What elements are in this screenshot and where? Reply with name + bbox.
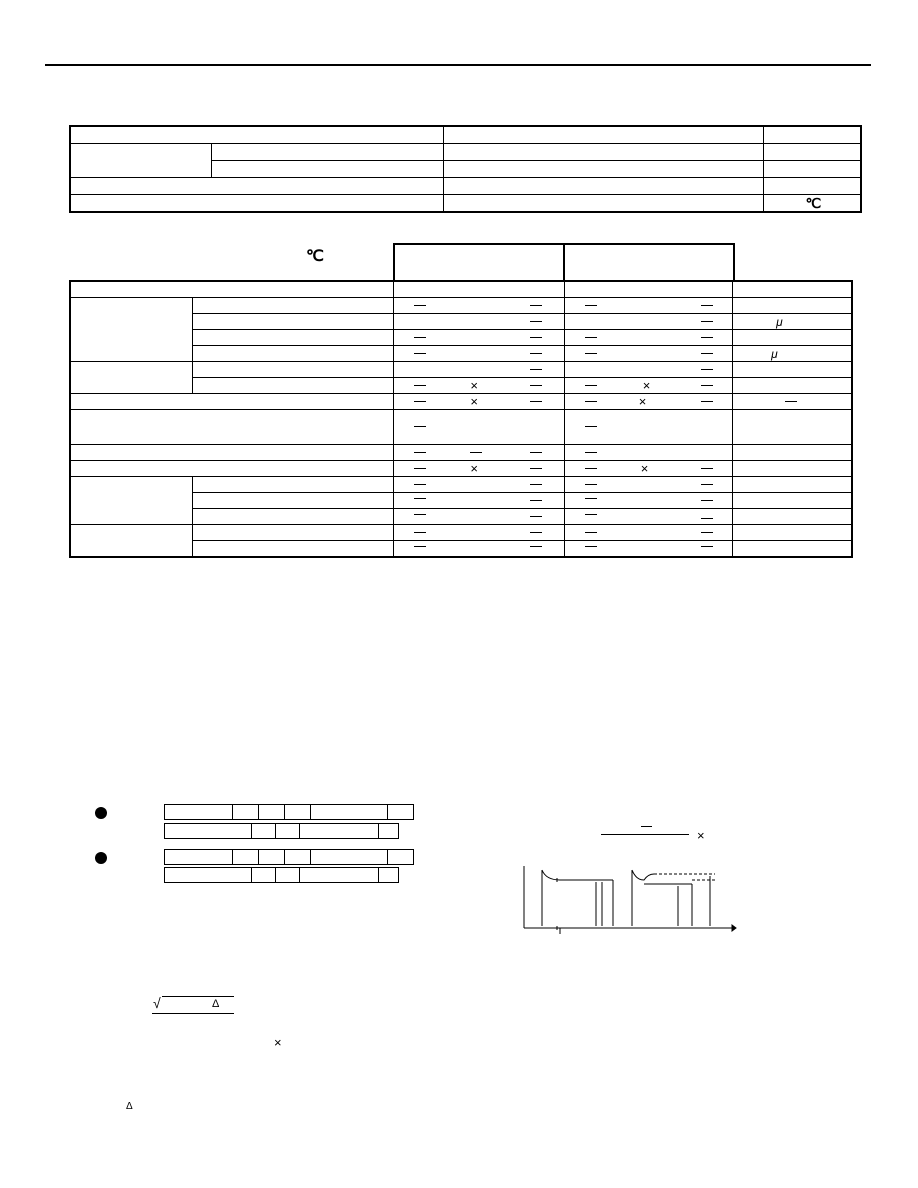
table-row	[70, 126, 861, 144]
delta-symbol: Δ	[126, 1101, 133, 1112]
header-rule	[45, 64, 871, 66]
waveform-diagram	[520, 864, 740, 934]
fraction-bar	[601, 834, 689, 835]
table-row	[70, 281, 852, 298]
bullet-icon	[95, 807, 107, 819]
unit-degree-c: ℃	[805, 195, 822, 211]
bullet-icon	[95, 852, 107, 864]
sqrt-symbol: √	[153, 995, 161, 1011]
sqrt-bar	[162, 996, 234, 997]
times-mark: ×	[642, 378, 651, 393]
times-mark: ×	[638, 394, 647, 409]
table-row	[70, 195, 861, 213]
delta-symbol: Δ	[212, 998, 220, 1010]
times-mark: ×	[697, 828, 705, 843]
table-row	[70, 178, 861, 195]
table-row	[70, 445, 852, 461]
table-row	[70, 362, 852, 378]
fraction-bar	[152, 1013, 234, 1014]
table-row	[70, 410, 852, 445]
characteristics-table	[69, 280, 853, 558]
condition-degree-c: ℃	[306, 248, 324, 265]
unit-mu: μ	[771, 347, 778, 361]
table-row	[70, 461, 852, 477]
unit-mu: μ	[776, 315, 783, 329]
code-box-row	[165, 823, 399, 839]
table-row	[70, 298, 852, 314]
times-mark: ×	[470, 394, 478, 409]
table-row	[70, 525, 852, 541]
times-mark: ×	[640, 461, 649, 476]
overline-mark	[641, 826, 652, 827]
times-mark: ×	[470, 461, 478, 476]
table-row	[70, 477, 852, 493]
ratings-table	[69, 125, 862, 213]
times-mark: ×	[274, 1035, 282, 1050]
table-column-header	[393, 243, 735, 282]
code-box-row	[165, 867, 399, 883]
times-mark: ×	[470, 378, 478, 393]
code-box-row	[165, 849, 414, 865]
table-row	[70, 144, 861, 161]
table-row	[70, 394, 852, 410]
code-box-row	[165, 804, 414, 820]
